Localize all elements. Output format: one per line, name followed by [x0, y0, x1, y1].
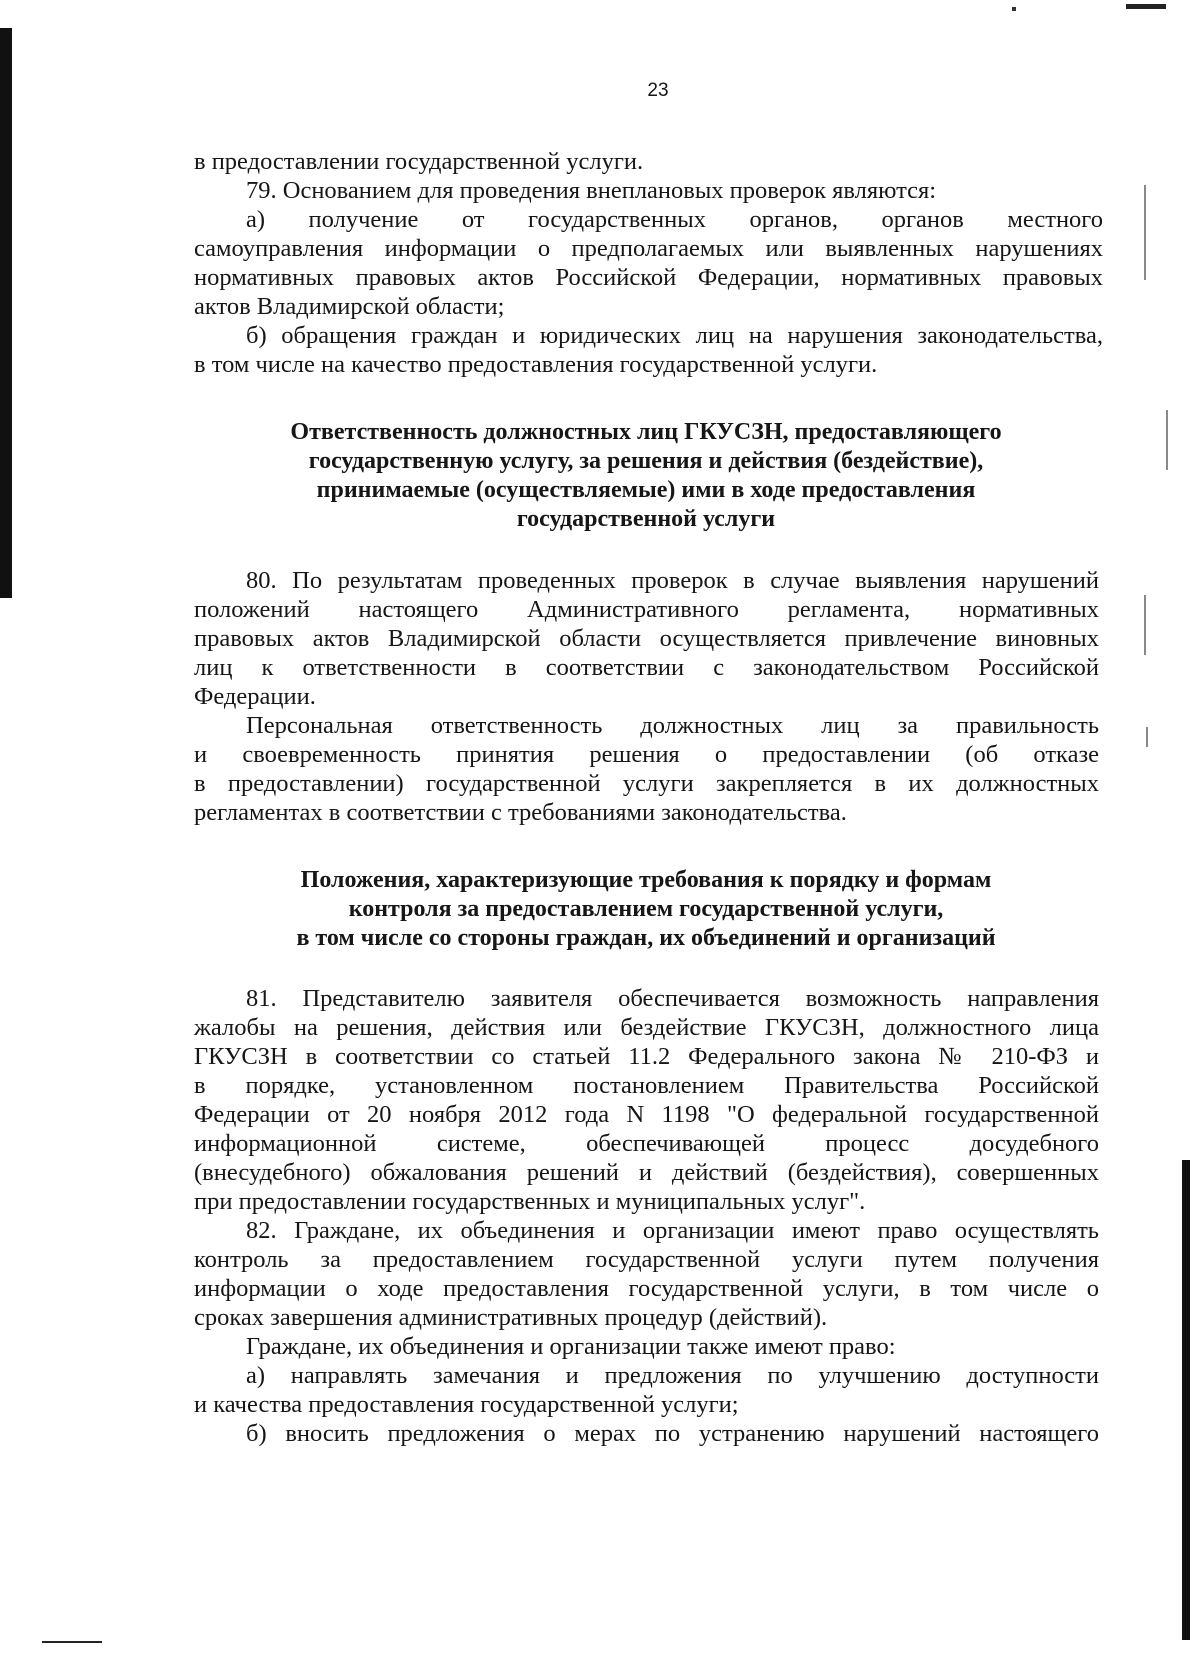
scan-tick	[1144, 185, 1146, 280]
text-line: в том числе на качество предоставления государственной услуги.	[194, 351, 878, 378]
scan-tick	[1146, 727, 1148, 747]
text-line: (внесудебного) обжалования решений и действий (бездействия), совершенных	[194, 1159, 1099, 1186]
scan-tick	[1166, 410, 1168, 470]
section-heading: принимаемые (осуществляемые) ими в ходе предоставления	[316, 477, 976, 503]
text-line: контроль за предоставлением государственной услуги путем получения	[194, 1246, 1099, 1273]
text-line: регламентах в соответствии с требованиями законодательства.	[194, 799, 847, 826]
text-line: лиц к ответственности в соответствии с законодательством Российской	[194, 654, 1099, 681]
text-line: 79. Основанием для проведения внеплановых проверок являются:	[246, 177, 937, 204]
text-line: нормативных правовых актов Российской Федерации, нормативных правовых	[194, 264, 1103, 291]
text-line: сроках завершения административных процедур (действий).	[194, 1304, 828, 1331]
text-line: и качества предоставления государственной услуги;	[194, 1391, 739, 1418]
text-line: 80. По результатам проведенных проверок в случае выявления нарушений	[246, 567, 1099, 594]
text-line: информационной системе, обеспечивающей процесс досудебного	[194, 1130, 1099, 1157]
text-line: при предоставлении государственных и муниципальных услуг".	[194, 1188, 866, 1215]
text-line: Федерации.	[194, 683, 316, 710]
text-line: положений настоящего Административного регламента, нормативных	[194, 596, 1099, 623]
text-line: Граждане, их объединения и организации также имеют право:	[246, 1333, 896, 1360]
text-line: и своевременность принятия решения о предоставлении (об отказе	[194, 741, 1099, 768]
scan-tick	[1144, 595, 1146, 655]
section-heading: в том числе со стороны граждан, их объединений и организаций	[296, 925, 996, 951]
text-line: в порядке, установленном постановлением Правительства Российской	[194, 1072, 1099, 1099]
text-line: а) направлять замечания и предложения по улучшению доступности	[246, 1362, 1099, 1389]
text-line: жалобы на решения, действия или бездействие ГКУСЗН, должностного лица	[194, 1014, 1099, 1041]
text-line: информации о ходе предоставления государственной услуги, в том числе о	[194, 1275, 1099, 1302]
scan-dot-top	[1012, 7, 1016, 11]
section-heading: Ответственность должностных лиц ГКУСЗН, предоставляющего	[290, 419, 1002, 445]
text-line: актов Владимирской области;	[194, 293, 505, 320]
text-line: б) вносить предложения о мерах по устранению нарушений настоящего	[246, 1420, 1099, 1447]
section-heading: Положения, характеризующие требования к порядку и формам	[300, 867, 992, 893]
text-line: 82. Граждане, их объединения и организации имеют право осуществлять	[246, 1217, 1099, 1244]
text-line: правовых актов Владимирской области осуществляется привлечение виновных	[194, 625, 1099, 652]
section-heading: контроля за предоставлением государственной услуги,	[348, 896, 944, 922]
text-line: самоуправления информации о предполагаемых или выявленных нарушениях	[194, 235, 1103, 262]
scan-edge-left	[0, 28, 12, 598]
section-heading: государственную услугу, за решения и действия (бездействие),	[308, 448, 984, 474]
scan-mark-top	[1126, 4, 1166, 9]
text-line: б) обращения граждан и юридических лиц на нарушения законодательства,	[246, 322, 1103, 349]
section-heading: государственной услуги	[516, 506, 776, 532]
text-line: в предоставлении) государственной услуги закрепляется в их должностных	[194, 770, 1099, 797]
scan-edge-right	[1182, 1160, 1190, 1640]
text-line: ГКУСЗН в соответствии со статьей 11.2 Федерального закона № 210-ФЗ и	[194, 1043, 1099, 1070]
text-line: Персональная ответственность должностных лиц за правильность	[246, 712, 1099, 739]
text-line: Федерации от 20 ноября 2012 года N 1198 "О федеральной государственной	[194, 1101, 1099, 1128]
text-line: а) получение от государственных органов, органов местного	[246, 206, 1103, 233]
text-line: 81. Представителю заявителя обеспечивается возможность направления	[246, 985, 1099, 1012]
text-line: в предоставлении государственной услуги.	[194, 148, 644, 175]
scan-mark-bottom	[42, 1641, 102, 1643]
page-number: 23	[647, 80, 669, 101]
